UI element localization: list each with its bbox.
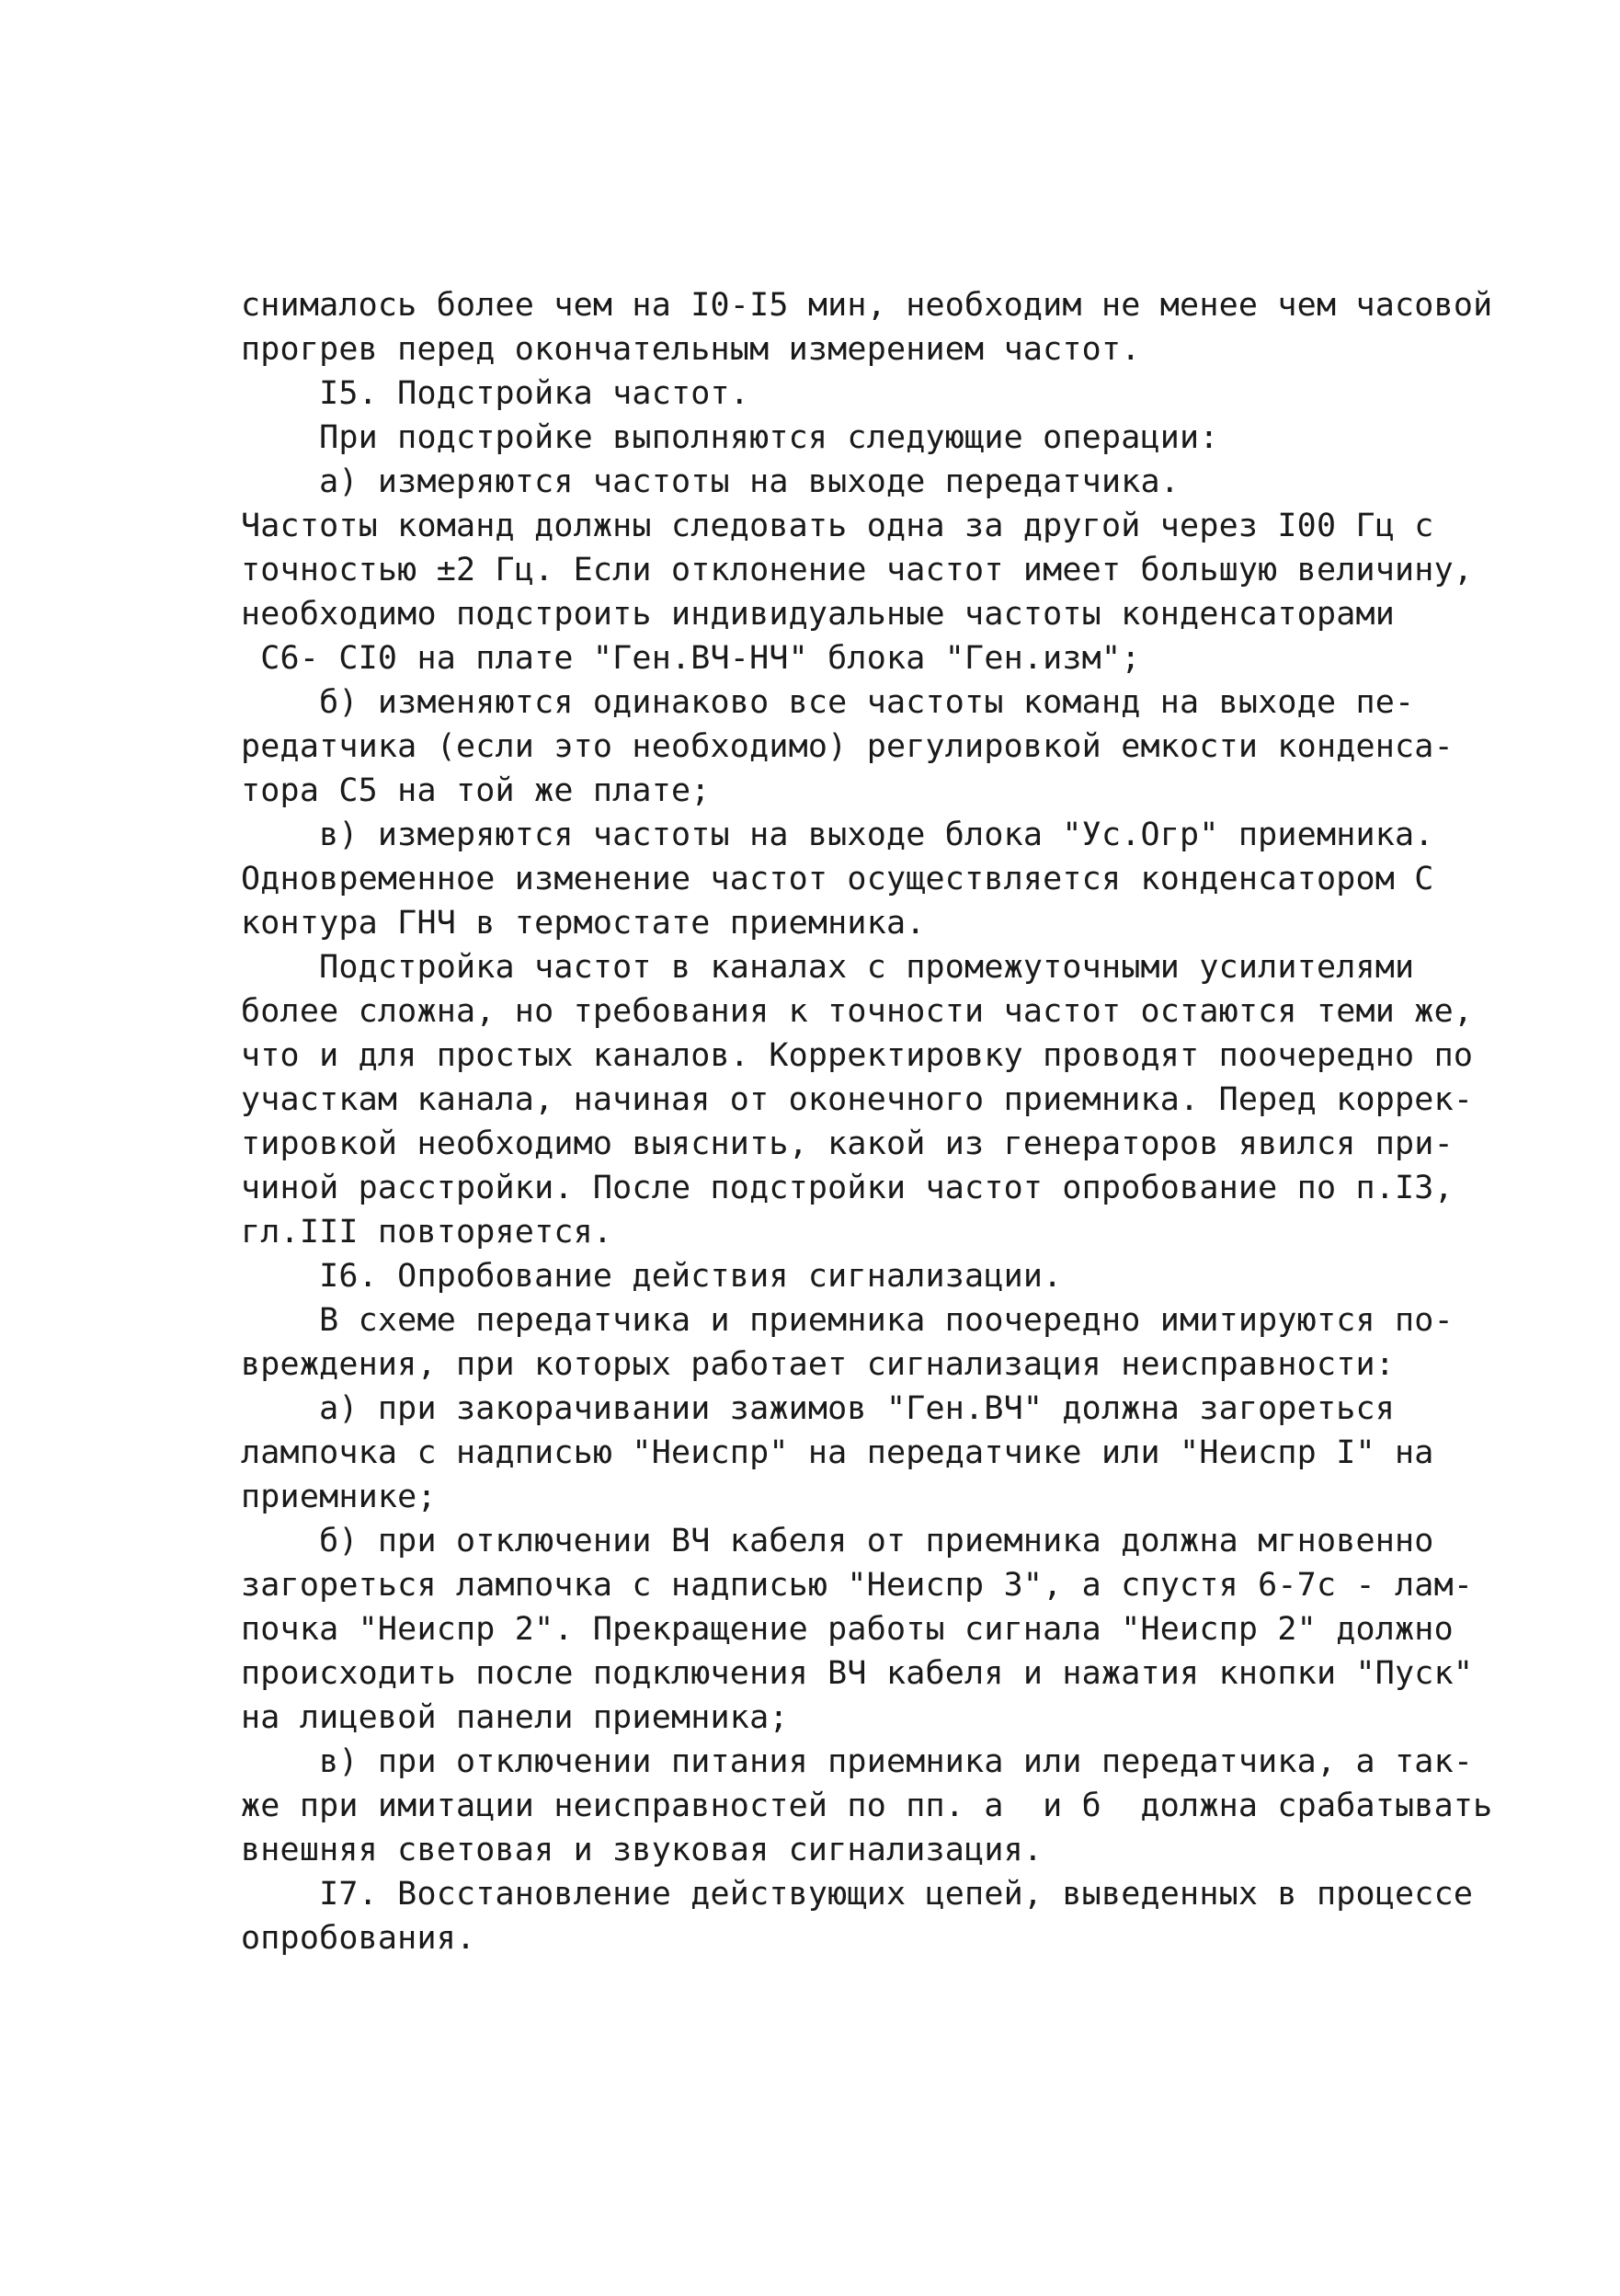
text-line: опробования. <box>241 1920 476 1957</box>
list-item: в) при отключении питания приемника или передатчика, а так- <box>241 1743 1474 1780</box>
text-line: почка "Неиспр 2". Прекращение работы сигнала "Неиспр 2" должно <box>241 1611 1454 1648</box>
list-item: б) изменяются одинаково все частоты команд на выходе пе- <box>241 684 1415 721</box>
text-line: Частоты команд должны следовать одна за другой через I00 Гц с <box>241 508 1434 544</box>
text-line: лампочка с надписью "Неиспр" на передатчике или "Неиспр I" на <box>241 1434 1434 1471</box>
list-item: а) при закорачивании зажимов "Ген.ВЧ" должна загореться <box>241 1390 1396 1427</box>
text-line: загореться лампочка с надписью "Неиспр 3", а спустя 6-7с - лам- <box>241 1567 1474 1604</box>
list-item: а) измеряются частоты на выходе передатчика. <box>241 463 1181 500</box>
text-line: С6- СI0 на плате "Ген.ВЧ-НЧ" блока "Ген.изм"; <box>241 640 1141 677</box>
text-line: более сложна, но требования к точности частот остаются теми же, <box>241 993 1474 1030</box>
text-line: тора С5 на той же плате; <box>241 772 711 809</box>
list-item: в) измеряются частоты на выходе блока "Ус.Огр" приемника. <box>241 817 1434 853</box>
text-line: вреждения, при которых работает сигнализация неисправности: <box>241 1346 1396 1383</box>
text-line: точностью ±2 Гц. Если отклонение частот имеет большую величину, <box>241 552 1474 588</box>
text-line: на лицевой панели приемника; <box>241 1699 789 1736</box>
section-heading: I6. Опробование действия сигнализации. <box>241 1258 1063 1295</box>
text-line: Одновременное изменение частот осуществляется конденсатором С <box>241 861 1434 897</box>
text-line: чиной расстройки. После подстройки частот опробование по п.I3, <box>241 1170 1454 1206</box>
text-line: Подстройка частот в каналах с промежуточными усилителями <box>241 949 1415 986</box>
text-line: происходить после подключения ВЧ кабеля и нажатия кнопки "Пуск" <box>241 1655 1474 1692</box>
text-line: необходимо подстроить индивидуальные частоты конденсаторами <box>241 596 1396 633</box>
text-line: гл.III повторяется. <box>241 1214 613 1251</box>
text-line: редатчика (если это необходимо) регулировкой емкости конденса- <box>241 728 1454 765</box>
text-line: внешняя световая и звуковая сигнализация. <box>241 1832 1044 1868</box>
text-line: же при имитации неисправностей по пп. а и б должна срабатывать <box>241 1788 1493 1824</box>
text-line: контура ГНЧ в термостате приемника. <box>241 905 926 942</box>
section-heading: I7. Восстановление действующих цепей, выведенных в процессе <box>241 1876 1474 1913</box>
text-line: прогрев перед окончательным измерением частот. <box>241 331 1141 368</box>
text-line: что и для простых каналов. Корректировку проводят поочередно по <box>241 1037 1474 1074</box>
text-line: участкам канала, начиная от оконечного приемника. Перед коррек- <box>241 1081 1474 1118</box>
list-item: б) при отключении ВЧ кабеля от приемника должна мгновенно <box>241 1523 1434 1559</box>
text-line: приемнике; <box>241 1479 437 1515</box>
section-heading: I5. Подстройка частот. <box>241 375 750 412</box>
text-line: В схеме передатчика и приемника поочередно имитируются по- <box>241 1302 1454 1339</box>
text-line: снималось более чем на I0-I5 мин, необходим не менее чем часовой <box>241 287 1493 324</box>
text-line: При подстройке выполняются следующие операции: <box>241 419 1219 456</box>
text-line: тировкой необходимо выяснить, какой из генераторов явился при- <box>241 1125 1454 1162</box>
